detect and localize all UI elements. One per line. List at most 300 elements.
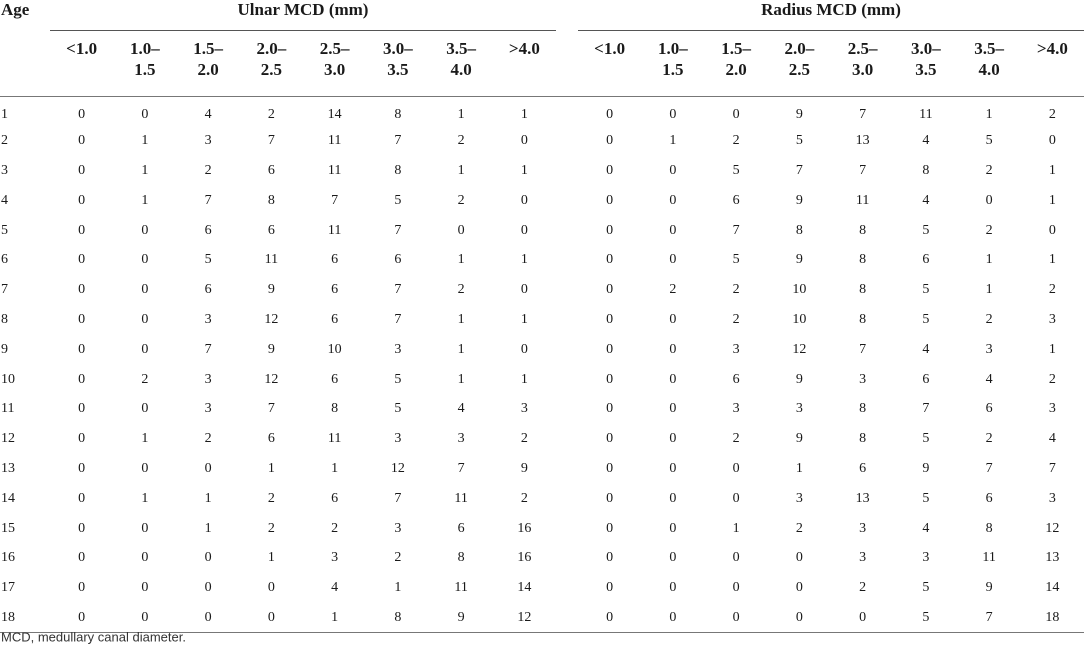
ulnar-count-cell: 0 — [141, 580, 149, 596]
ulnar-count-cell: 11 — [327, 222, 342, 238]
ulnar-count-cell: 11 — [454, 490, 468, 506]
ulnar-count-cell: 6 — [331, 371, 339, 387]
ulnar-range-header — [113, 31, 176, 97]
radius-count-cell: 0 — [606, 222, 614, 238]
ulnar-count-cell: 1 — [331, 460, 339, 476]
ulnar-count-cell: 14 — [327, 106, 342, 122]
age-cell: 15 — [1, 520, 15, 536]
ulnar-count-cell: 8 — [457, 550, 465, 566]
radius-count-cell: 0 — [606, 133, 614, 149]
row-gap-cell — [556, 573, 578, 603]
radius-range-header — [641, 31, 704, 97]
radius-count-cell: 0 — [669, 106, 677, 122]
range-header-line-1: 2.0– — [784, 39, 815, 58]
ulnar-count-cell: 8 — [394, 106, 402, 122]
range-header-line-1: 3.5– — [974, 39, 1004, 58]
ulnar-count-cell: 1 — [141, 431, 149, 447]
ulnar-count-cell: 1 — [267, 550, 275, 566]
radius-count-cell: 0 — [606, 311, 614, 327]
radius-count-cell: 0 — [606, 550, 614, 566]
age-cell: 4 — [1, 192, 8, 208]
ulnar-count-cell: 0 — [520, 222, 528, 238]
radius-count-cell: 0 — [606, 341, 614, 357]
ulnar-count-cell: 3 — [394, 520, 402, 536]
ulnar-count-cell: 1 — [141, 133, 149, 149]
row-gap-cell — [556, 603, 578, 633]
radius-count-cell: 4 — [985, 371, 993, 387]
age-cell: 9 — [1, 341, 8, 357]
radius-count-cell: 3 — [1048, 311, 1056, 327]
row-gap-cell — [556, 484, 578, 514]
ulnar-count-cell: 0 — [141, 550, 149, 566]
ulnar-count-cell: 6 — [394, 252, 402, 268]
radius-count-cell: 0 — [985, 192, 993, 208]
age-cell: 5 — [1, 222, 8, 238]
radius-count-cell: 7 — [859, 341, 867, 357]
table-row — [0, 156, 1084, 186]
radius-count-cell: 3 — [859, 550, 867, 566]
radius-count-cell: 1 — [1048, 341, 1056, 357]
radius-count-cell: 3 — [859, 520, 867, 536]
ulnar-count-cell: 2 — [394, 550, 402, 566]
ulnar-count-cell: 0 — [78, 520, 86, 536]
radius-count-cell: 6 — [922, 252, 930, 268]
radius-count-cell: 0 — [606, 106, 614, 122]
radius-count-cell: 0 — [669, 371, 677, 387]
range-header-line-1: 1.5– — [721, 39, 751, 58]
radius-range-header — [768, 31, 831, 97]
ulnar-count-cell: 7 — [331, 192, 339, 208]
radius-count-cell: 9 — [795, 192, 803, 208]
radius-count-cell: 8 — [922, 162, 930, 178]
radius-count-cell: 2 — [1048, 371, 1056, 387]
radius-count-cell: 5 — [985, 133, 993, 149]
table-row — [0, 216, 1084, 246]
ulnar-range-header — [493, 31, 556, 97]
row-gap-cell — [556, 335, 578, 365]
ulnar-count-cell: 5 — [394, 401, 402, 417]
ulnar-count-cell: 0 — [520, 192, 528, 208]
radius-count-cell: 0 — [669, 460, 677, 476]
radius-count-cell: 8 — [859, 311, 867, 327]
radius-count-cell: 3 — [795, 490, 803, 506]
age-subheader-blank — [0, 31, 50, 97]
radius-count-cell: 3 — [859, 371, 867, 387]
radius-range-header — [578, 31, 641, 97]
range-header-line-2: 3.0 — [852, 60, 874, 79]
ulnar-count-cell: 8 — [366, 603, 429, 633]
radius-count-cell: 2 — [669, 282, 677, 298]
ulnar-count-cell: 0 — [78, 133, 86, 149]
radius-count-cell: 5 — [922, 222, 930, 238]
ulnar-count-cell: 6 — [204, 282, 212, 298]
radius-count-cell: 11 — [855, 192, 870, 208]
row-gap-cell — [556, 156, 578, 186]
radius-count-cell: 0 — [732, 490, 740, 506]
radius-count-cell: 0 — [606, 401, 614, 417]
radius-count-cell: 5 — [922, 431, 930, 447]
ulnar-count-cell: 11 — [327, 431, 342, 447]
radius-count-cell: 0 — [669, 550, 677, 566]
ulnar-group-header: Ulnar MCD (mm) — [50, 0, 556, 31]
range-header-line-2: 2.5 — [260, 60, 282, 79]
radius-count-cell: 2 — [1048, 282, 1056, 298]
table-footnote: MCD, medullary canal diameter. — [1, 629, 186, 645]
age-cell: 3 — [1, 162, 8, 178]
ulnar-count-cell: 8 — [331, 401, 339, 417]
ulnar-count-cell: 0 — [457, 222, 465, 238]
ulnar-count-cell: 1 — [457, 252, 465, 268]
ulnar-count-cell: 1 — [303, 603, 366, 633]
radius-count-cell: 2 — [1048, 106, 1056, 122]
ulnar-count-cell: 6 — [204, 222, 212, 238]
ulnar-count-cell: 2 — [457, 282, 465, 298]
ulnar-count-cell: 11 — [454, 580, 468, 596]
radius-count-cell: 7 — [922, 401, 930, 417]
ulnar-count-cell: 12 — [264, 371, 279, 387]
range-header-line-2: 4.0 — [978, 60, 1000, 79]
radius-count-cell: 0 — [669, 311, 677, 327]
ulnar-count-cell: 4 — [204, 106, 212, 122]
radius-count-cell: 5 — [922, 490, 930, 506]
radius-count-cell: 0 — [732, 580, 740, 596]
ulnar-count-cell: 2 — [141, 371, 149, 387]
age-cell: 13 — [1, 460, 15, 476]
radius-count-cell: 6 — [985, 401, 993, 417]
ulnar-count-cell: 1 — [457, 162, 465, 178]
range-header-line-2: 3.5 — [915, 60, 937, 79]
range-header-line-1: 3.0– — [911, 39, 941, 58]
age-cell: 16 — [1, 550, 15, 566]
radius-count-cell: 3 — [732, 401, 740, 417]
range-header-line-1: 2.5– — [319, 39, 350, 58]
radius-count-cell: 0 — [669, 162, 677, 178]
ulnar-count-cell: 0 — [78, 162, 86, 178]
radius-count-cell: 6 — [859, 460, 867, 476]
ulnar-count-cell: 7 — [394, 133, 402, 149]
radius-count-cell: 10 — [792, 282, 807, 298]
ulnar-count-cell: 2 — [520, 490, 528, 506]
ulnar-count-cell: 0 — [204, 550, 212, 566]
radius-count-cell: 8 — [859, 252, 867, 268]
ulnar-count-cell: 7 — [394, 282, 402, 298]
radius-count-cell: 2 — [985, 311, 993, 327]
radius-count-cell: 2 — [985, 222, 993, 238]
ulnar-count-cell: 0 — [78, 222, 86, 238]
radius-count-cell: 7 — [1048, 460, 1056, 476]
ulnar-count-cell: 0 — [520, 341, 528, 357]
ulnar-count-cell: 3 — [394, 341, 402, 357]
radius-count-cell: 0 — [669, 431, 677, 447]
row-gap-cell — [556, 365, 578, 395]
ulnar-count-cell: 3 — [204, 311, 212, 327]
age-cell: 14 — [1, 490, 15, 506]
radius-range-header — [831, 31, 894, 97]
range-header-line-1: 3.0– — [383, 39, 413, 58]
ulnar-count-cell: 0 — [50, 603, 113, 633]
radius-count-cell: 5 — [732, 252, 740, 268]
ulnar-count-cell: 9 — [520, 460, 528, 476]
table-row — [0, 245, 1084, 275]
radius-range-header — [894, 31, 957, 97]
range-header-line-2: 2.5 — [788, 60, 810, 79]
radius-count-cell: 7 — [732, 222, 740, 238]
range-header-line-1: 3.5– — [446, 39, 476, 58]
radius-count-cell: 0 — [578, 603, 641, 633]
radius-count-cell: 1 — [985, 282, 993, 298]
radius-count-cell: 7 — [859, 106, 867, 122]
range-header-line-2: 3.5 — [387, 60, 409, 79]
radius-count-cell: 0 — [669, 520, 677, 536]
row-gap-cell — [556, 216, 578, 246]
table-row — [0, 275, 1084, 305]
ulnar-count-cell: 4 — [331, 580, 339, 596]
table-row — [0, 603, 1084, 633]
ulnar-count-cell: 2 — [457, 192, 465, 208]
radius-count-cell: 8 — [859, 431, 867, 447]
age-cell: 10 — [1, 371, 15, 387]
ulnar-count-cell: 12 — [493, 603, 556, 633]
ulnar-count-cell: 2 — [204, 431, 212, 447]
ulnar-count-cell: 1 — [520, 311, 528, 327]
radius-count-cell: 8 — [859, 222, 867, 238]
ulnar-count-cell: 0 — [78, 460, 86, 476]
radius-count-cell: 5 — [922, 580, 930, 596]
ulnar-count-cell: 1 — [520, 162, 528, 178]
radius-count-cell: 6 — [732, 192, 740, 208]
ulnar-count-cell: 8 — [394, 162, 402, 178]
ulnar-count-cell: 7 — [457, 460, 465, 476]
radius-count-cell: 0 — [606, 282, 614, 298]
radius-count-cell: 10 — [792, 311, 807, 327]
ulnar-count-cell: 12 — [264, 311, 279, 327]
ulnar-count-cell: 1 — [204, 490, 212, 506]
radius-count-cell: 4 — [1048, 431, 1056, 447]
radius-count-cell: 9 — [985, 580, 993, 596]
radius-count-cell: 8 — [985, 520, 993, 536]
range-header-line-2: 2.0 — [725, 60, 747, 79]
radius-count-cell: 1 — [985, 252, 993, 268]
radius-count-cell: 3 — [732, 341, 740, 357]
ulnar-count-cell: 1 — [457, 371, 465, 387]
ulnar-count-cell: 7 — [394, 311, 402, 327]
radius-count-cell: 0 — [606, 192, 614, 208]
ulnar-count-cell: 6 — [267, 222, 275, 238]
radius-count-cell: 0 — [606, 520, 614, 536]
row-gap-cell — [556, 186, 578, 216]
ulnar-count-cell: 3 — [457, 431, 465, 447]
table-body — [0, 97, 1084, 633]
radius-count-cell: 3 — [922, 550, 930, 566]
radius-count-cell: 0 — [795, 550, 803, 566]
range-header-line-2: 4.0 — [450, 60, 472, 79]
ulnar-count-cell: 0 — [78, 580, 86, 596]
ulnar-count-cell: 0 — [78, 192, 86, 208]
ulnar-count-cell: 0 — [78, 401, 86, 417]
ulnar-count-cell: 0 — [141, 460, 149, 476]
table-row — [0, 186, 1084, 216]
radius-count-cell: 0 — [606, 162, 614, 178]
radius-count-cell: 9 — [795, 252, 803, 268]
range-header-line-1: 1.5– — [193, 39, 223, 58]
radius-count-cell: 0 — [606, 252, 614, 268]
ulnar-count-cell: 0 — [141, 341, 149, 357]
radius-count-cell: 1 — [669, 133, 677, 149]
ulnar-count-cell: 1 — [141, 162, 149, 178]
ulnar-count-cell: 1 — [457, 106, 465, 122]
ulnar-count-cell: 1 — [520, 252, 528, 268]
ulnar-count-cell: 3 — [204, 401, 212, 417]
radius-count-cell: 0 — [606, 580, 614, 596]
row-gap-cell — [556, 305, 578, 335]
radius-count-cell: 1 — [1048, 252, 1056, 268]
range-header-line-2: 3.0 — [324, 60, 346, 79]
radius-count-cell: 0 — [795, 580, 803, 596]
ulnar-count-cell: 11 — [327, 133, 342, 149]
radius-group-header: Radius MCD (mm) — [578, 0, 1084, 31]
radius-count-cell: 4 — [922, 133, 930, 149]
radius-count-cell: 2 — [732, 133, 740, 149]
radius-count-cell: 3 — [795, 401, 803, 417]
radius-count-cell: 13 — [855, 490, 870, 506]
ulnar-count-cell: 6 — [331, 311, 339, 327]
radius-range-header — [1021, 31, 1084, 97]
ulnar-count-cell: 6 — [267, 162, 275, 178]
range-header-gap — [556, 31, 578, 97]
ulnar-count-cell: 0 — [78, 311, 86, 327]
ulnar-count-cell: 7 — [267, 133, 275, 149]
radius-count-cell: 0 — [606, 371, 614, 387]
range-header-line-1: >4.0 — [508, 39, 540, 58]
ulnar-range-header — [50, 31, 113, 97]
table-header — [0, 0, 1084, 97]
age-cell: 2 — [1, 133, 8, 149]
ulnar-count-cell: 0 — [78, 282, 86, 298]
age-cell: 7 — [1, 282, 8, 298]
ulnar-count-cell: 2 — [520, 431, 528, 447]
ulnar-count-cell: 0 — [141, 401, 149, 417]
radius-count-cell: 14 — [1045, 580, 1060, 596]
ulnar-count-cell: 0 — [78, 371, 86, 387]
radius-count-cell: 2 — [732, 311, 740, 327]
radius-count-cell: 5 — [894, 603, 957, 633]
ulnar-count-cell: 0 — [267, 580, 275, 596]
ulnar-count-cell: 0 — [177, 603, 240, 633]
ulnar-count-cell: 0 — [141, 222, 149, 238]
row-gap-cell — [556, 126, 578, 156]
ulnar-count-cell: 0 — [141, 520, 149, 536]
radius-count-cell: 13 — [1045, 550, 1060, 566]
radius-count-cell: 1 — [985, 106, 993, 122]
radius-count-cell: 0 — [669, 252, 677, 268]
table-row — [0, 97, 1084, 127]
age-cell: 17 — [1, 580, 15, 596]
ulnar-count-cell: 7 — [204, 192, 212, 208]
radius-count-cell: 11 — [919, 106, 933, 122]
radius-count-cell: 0 — [732, 550, 740, 566]
radius-count-cell: 7 — [985, 460, 993, 476]
age-header: Age — [1, 0, 30, 19]
ulnar-range-header — [303, 31, 366, 97]
table-row — [0, 514, 1084, 544]
radius-count-cell: 7 — [958, 603, 1021, 633]
radius-count-cell: 0 — [831, 603, 894, 633]
radius-count-cell: 5 — [795, 133, 803, 149]
ulnar-count-cell: 2 — [204, 162, 212, 178]
radius-count-cell: 1 — [1048, 192, 1056, 208]
age-cell: 1 — [1, 106, 8, 122]
ulnar-count-cell: 2 — [457, 133, 465, 149]
row-gap-cell — [556, 97, 578, 127]
ulnar-count-cell: 16 — [517, 550, 532, 566]
ulnar-count-cell: 9 — [430, 603, 493, 633]
range-header-line-1: 2.0– — [256, 39, 287, 58]
ulnar-count-cell: 3 — [204, 371, 212, 387]
ulnar-count-cell: 0 — [78, 252, 86, 268]
ulnar-count-cell: 0 — [141, 282, 149, 298]
radius-count-cell: 2 — [732, 431, 740, 447]
ulnar-count-cell: 6 — [457, 520, 465, 536]
ulnar-count-cell: 0 — [78, 341, 86, 357]
range-header-line-1: 1.0– — [658, 39, 688, 58]
table-row — [0, 484, 1084, 514]
row-gap-cell — [556, 454, 578, 484]
radius-range-header — [705, 31, 768, 97]
ulnar-count-cell: 0 — [141, 311, 149, 327]
ulnar-count-cell: 5 — [394, 192, 402, 208]
ulnar-count-cell: 2 — [267, 106, 275, 122]
radius-count-cell: 3 — [1048, 401, 1056, 417]
radius-count-cell: 0 — [606, 490, 614, 506]
radius-count-cell: 0 — [732, 106, 740, 122]
radius-count-cell: 11 — [982, 550, 996, 566]
radius-count-cell: 0 — [669, 580, 677, 596]
ulnar-count-cell: 3 — [394, 431, 402, 447]
ulnar-range-header — [430, 31, 493, 97]
age-cell: 12 — [1, 431, 15, 447]
row-gap-cell — [556, 543, 578, 573]
ulnar-count-cell: 0 — [113, 603, 176, 633]
row-gap-cell — [556, 275, 578, 305]
table-row — [0, 394, 1084, 424]
ulnar-range-header — [240, 31, 303, 97]
ulnar-count-cell: 0 — [520, 133, 528, 149]
ulnar-count-cell: 1 — [457, 311, 465, 327]
age-cell: 8 — [1, 311, 8, 327]
ulnar-count-cell: 6 — [331, 252, 339, 268]
ulnar-count-cell: 7 — [394, 490, 402, 506]
radius-count-cell: 2 — [985, 162, 993, 178]
ulnar-count-cell: 0 — [78, 431, 86, 447]
radius-count-cell: 0 — [669, 222, 677, 238]
radius-count-cell: 0 — [705, 603, 768, 633]
radius-count-cell: 0 — [1048, 222, 1056, 238]
ulnar-count-cell: 2 — [331, 520, 339, 536]
ulnar-count-cell: 2 — [267, 490, 275, 506]
range-header-line-2: 2.0 — [197, 60, 219, 79]
ulnar-count-cell: 0 — [78, 550, 86, 566]
ulnar-count-cell: 9 — [267, 282, 275, 298]
ulnar-count-cell: 2 — [267, 520, 275, 536]
radius-count-cell: 0 — [641, 603, 704, 633]
radius-count-cell: 0 — [606, 431, 614, 447]
radius-count-cell: 4 — [922, 520, 930, 536]
range-header-line-1: 2.5– — [847, 39, 878, 58]
radius-count-cell: 9 — [795, 106, 803, 122]
ulnar-count-cell: 3 — [331, 550, 339, 566]
radius-count-cell: 1 — [795, 460, 803, 476]
ulnar-count-cell: 1 — [267, 460, 275, 476]
